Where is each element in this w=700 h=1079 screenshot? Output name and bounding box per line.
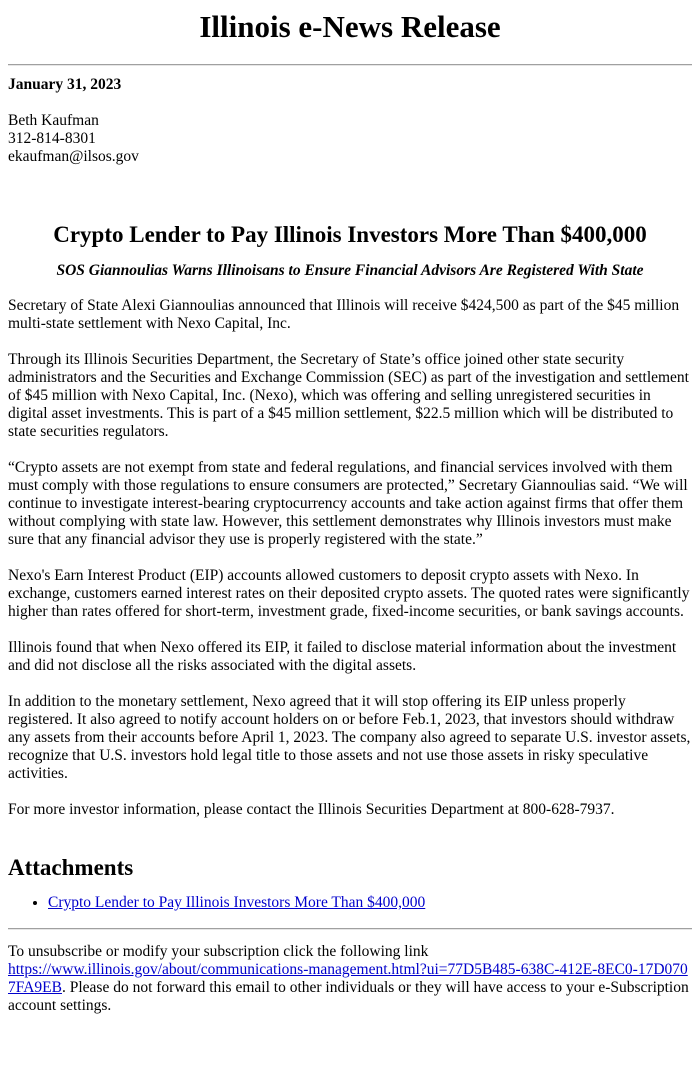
masthead-title: Illinois e-News Release [199,9,501,44]
attachment-item [48,894,692,912]
article-paragraph: In addition to the monetary settlement, Nexo agreed that it will stop offering its EIP unless properly registered. It also agreed to notify account holders on or before Feb.1, 2023, that investors should withdraw any assets from their accounts before April 1, 2023. The company also agreed to separate U.S. investor assets, recognize that U.S. investors hold legal title to those assets and not use those assets in risky speculative activities. [8,693,691,782]
unsubscribe-link[interactable]: https://www.illinois.gov/about/communications-management.html?ui=77D5B485-638C-412E-8EC0-17D0707FA9EB [8,961,688,996]
contact-email: ekaufman@ilsos.gov [8,148,139,165]
article-subheadline: SOS Giannoulias Warns Illinoisans to Ensure Financial Advisors Are Registered With State [56,262,644,279]
footer-outro: . Please do not forward this email to other individuals or they will have access to your e-Subscription account settings. [8,979,689,1014]
article-paragraph: Secretary of State Alexi Giannoulias announced that Illinois will receive $424,500 as part of the $45 million multi-state settlement with Nexo Capital, Inc. [8,297,680,332]
article-headline: Crypto Lender to Pay Illinois Investors More Than $400,000 [53,222,647,247]
contact-block [8,112,692,166]
top-divider [8,64,692,66]
article-paragraph: Illinois found that when Nexo offered its EIP, it failed to disclose material information about the investment and did not disclose all the risks associated with the digital assets. [8,639,677,674]
article-paragraph: For more investor information, please contact the Illinois Securities Department at 800-628-7937. [8,801,615,818]
email-body [0,9,700,1015]
unsubscribe-footer [8,943,692,1015]
attachment-link[interactable]: Crypto Lender to Pay Illinois Investors More Than $400,000 [48,894,426,911]
release-date: January 31, 2023 [8,76,122,93]
contact-phone: 312-814-8301 [8,130,96,147]
article-paragraph: “Crypto assets are not exempt from state and federal regulations, and financial services involved with them must comply with those regulations to ensure consumers are protected,” Secretary Giannoulias said. “We will continue to investigate interest-bearing cryptocurrency accounts and take action against firms that offer them without complying with state law. However, this settlement demonstrates why Illinois investors must make sure that any financial advisor they use is properly registered with the state.” [8,459,688,548]
contact-name: Beth Kaufman [8,112,99,129]
article-paragraph: Nexo's Earn Interest Product (EIP) accounts allowed customers to deposit crypto assets with Nexo. In exchange, customers earned interest rates on their deposited crypto assets. The quoted rates were significantly higher than rates offered for short-term, investment grade, fixed-income securities, or bank savings accounts. [8,567,690,620]
bottom-divider [8,928,692,930]
footer-intro: To unsubscribe or modify your subscription click the following link [8,943,429,960]
article-paragraph: Through its Illinois Securities Department, the Secretary of State’s office joined other state security administrators and the Securities and Exchange Commission (SEC) as part of the investigation and settlement of $45 million with Nexo Capital, Inc. (Nexo), which was offering and selling unregistered securities in digital asset investments. This is part of a $45 million settlement, $22.5 million which will be distributed to state securities regulators. [8,351,689,440]
attachments-heading: Attachments [8,855,134,880]
attachments-list [8,894,692,912]
